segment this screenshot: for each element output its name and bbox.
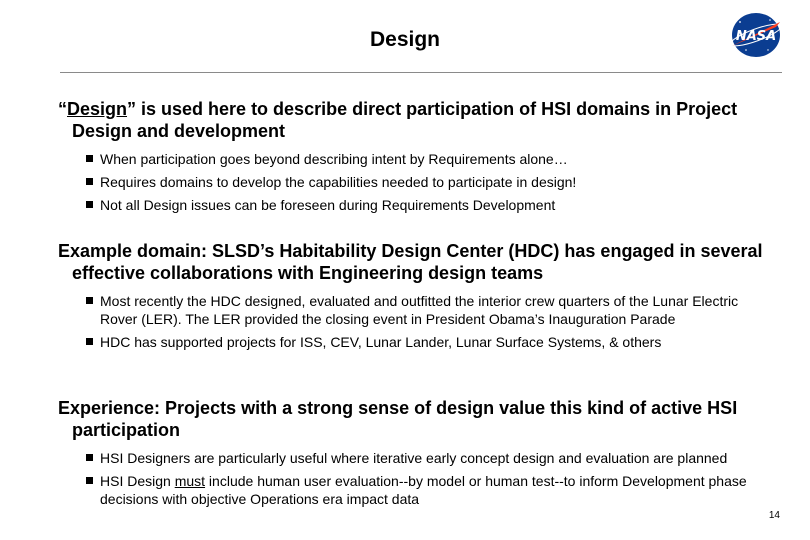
nasa-logo xyxy=(726,10,786,60)
bullet-icon xyxy=(86,155,93,162)
list-item: Most recently the HDC designed, evaluated and outfitted the interior crew quarters of the Lunar Electric Rover (LER). The LER provided the closing event in President Obama’s Inauguration Parade xyxy=(58,292,778,328)
bullet-icon xyxy=(86,178,93,185)
section-experience xyxy=(58,397,778,513)
section-heading: “Design” is used here to describe direct participation of HSI domains in Project Design and development xyxy=(58,99,738,141)
section-design-definition xyxy=(58,98,778,219)
bullet-icon xyxy=(86,338,93,345)
bullet-icon xyxy=(86,454,93,461)
list-item: HDC has supported projects for ISS, CEV, Lunar Lander, Lunar Surface Systems, & others xyxy=(58,333,778,351)
nasa-logo-text: NASA xyxy=(735,29,777,44)
list-item: HSI Design must include human user evaluation--by model or human test--to inform Development phase decisions with objective Operations era impact data xyxy=(58,472,778,508)
list-item: HSI Designers are particularly useful where iterative early concept design and evaluation are planned xyxy=(58,449,778,467)
list-item: Not all Design issues can be foreseen during Requirements Development xyxy=(58,196,778,214)
section-heading: Experience: Projects with a strong sense of design value this kind of active HSI participation xyxy=(58,398,738,440)
slide-title: Design xyxy=(369,28,440,51)
bullet-icon xyxy=(86,477,93,484)
page-number: 14 xyxy=(768,510,780,521)
list-item: Requires domains to develop the capabilities needed to participate in design! xyxy=(58,173,778,191)
list-item: When participation goes beyond describing intent by Requirements alone… xyxy=(58,150,778,168)
bullet-icon xyxy=(86,201,93,208)
bullet-icon xyxy=(86,297,93,304)
title-divider xyxy=(60,72,782,73)
section-heading: Example domain: SLSD’s Habitability Design Center (HDC) has engaged in several effective collaborations with Engineering design teams xyxy=(58,241,763,283)
section-example-domain xyxy=(58,240,778,356)
